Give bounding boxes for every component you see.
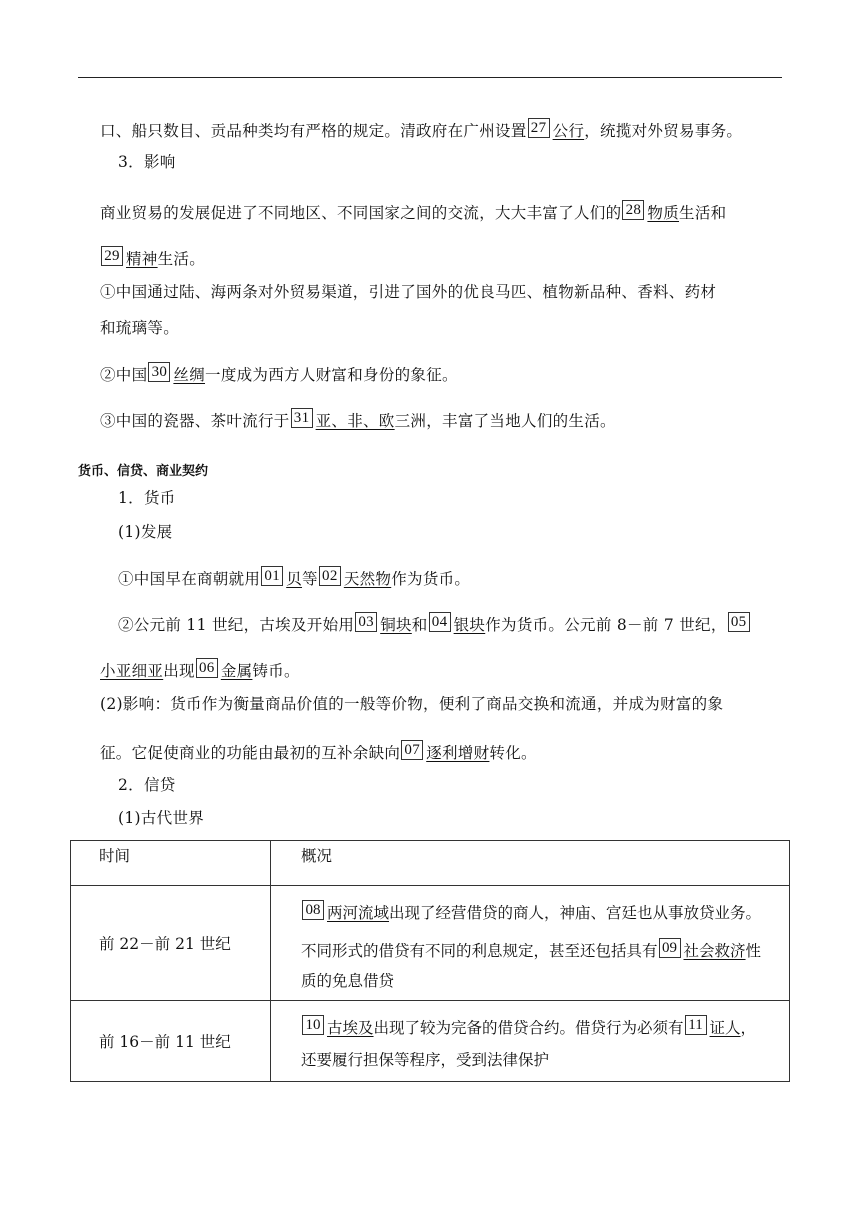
text: 作为货币。: [391, 570, 471, 588]
blank-number-box: 01: [261, 566, 283, 586]
list-item: [118, 566, 470, 589]
answer-text: 物质: [647, 204, 680, 222]
blank-number-box: 27: [528, 118, 550, 138]
table-header-row: [71, 841, 790, 886]
cell-line: [301, 894, 781, 932]
table-row: [71, 1001, 790, 1082]
blank-number-box: 03: [355, 612, 377, 632]
table-header: 时间: [71, 841, 271, 886]
list-item: [100, 408, 616, 431]
answer-text: 逐利增财: [426, 744, 490, 762]
answer-text: 证人: [709, 1019, 741, 1037]
cell-line: 质的免息借贷: [301, 972, 395, 990]
text: 等: [302, 570, 318, 588]
answer-text: 银块: [453, 616, 486, 634]
table-cell-time: 前 22－前 21 世纪: [71, 886, 271, 1001]
text: 三洲，丰富了当地人们的生活。: [394, 412, 616, 430]
text: ，: [740, 1019, 757, 1037]
blank-number-box: 30: [148, 362, 170, 382]
paragraph-line: [100, 200, 726, 223]
answer-text: 公行: [552, 122, 585, 140]
text: ①中国早在商朝就用: [118, 570, 261, 588]
text: 出现了较为完备的借贷合约。借贷行为必须有: [373, 1019, 684, 1037]
blank-number-box: 10: [302, 1015, 324, 1035]
cell-line: [301, 1009, 781, 1047]
table-cell-overview: [271, 1001, 790, 1082]
blank-number-box: 29: [101, 246, 123, 266]
header-rule: [78, 77, 782, 78]
text: 转化。: [489, 744, 537, 762]
cell-line: 还要履行担保等程序，受到法律保护: [301, 1051, 550, 1069]
text: 生活。: [157, 250, 206, 268]
answer-text: 古埃及: [327, 1019, 374, 1037]
text: 生活和: [679, 204, 727, 222]
cell-line: [271, 932, 781, 970]
paragraph-line: [100, 246, 205, 269]
blank-number-box: 07: [401, 740, 423, 760]
section-title: 货币、信贷、商业契约: [78, 464, 209, 479]
paragraph-line: [100, 740, 537, 763]
answer-text: 亚、非、欧: [315, 412, 395, 430]
paragraph-line: (2)影响：货币作为衡量商品价值的一般等价物，便利了商品交换和流通，并成为财富的象: [100, 695, 724, 713]
subheading-credit: 2．信贷: [118, 776, 176, 794]
blank-number-box: 11: [685, 1015, 707, 1035]
text: 征。它促使商业的功能由最初的互补余缺向: [100, 744, 401, 762]
blank-number-box: 09: [659, 938, 681, 958]
answer-text: 天然物: [343, 570, 392, 588]
text: 不同形式的借贷有不同的利息规定，甚至还包括具有: [301, 942, 658, 960]
list-item: [118, 612, 753, 635]
text: ②公元前 11 世纪，古埃及开始用: [118, 616, 355, 634]
text: 口、船只数目、贡品种类均有严格的规定。清政府在广州设置: [100, 122, 527, 140]
text: 和: [411, 616, 428, 634]
list-item: ①中国通过陆、海两条对外贸易渠道，引进了国外的优良马匹、植物新品种、香料、药材: [100, 283, 717, 301]
answer-text: 金属: [220, 662, 253, 680]
text: 出现了经营借贷的商人，神庙、宫廷也从事放贷业务。: [389, 904, 762, 922]
list-item: [100, 362, 458, 385]
subheading-money: 1．货币: [118, 489, 176, 507]
text: 性: [745, 942, 762, 960]
list-item-continued: [100, 658, 300, 681]
answer-text: 精神: [126, 250, 158, 268]
table-header: 概况: [271, 841, 790, 886]
answer-text: 两河流域: [327, 904, 390, 922]
text: ，统揽对外贸易事务。: [584, 122, 743, 140]
table-row: [71, 886, 790, 1001]
answer-text: 铜块: [380, 616, 412, 634]
text: 作为货币。公元前 8－前 7 世纪，: [485, 616, 727, 634]
answer-text: 社会救济: [683, 942, 746, 960]
text: 一度成为西方人财富和身份的象征。: [205, 366, 458, 384]
table-cell-overview: [271, 886, 790, 1001]
blank-number-box: 05: [728, 612, 750, 632]
blank-number-box: 08: [302, 900, 324, 920]
paragraph-line: [100, 118, 742, 141]
blank-number-box: 28: [622, 200, 644, 220]
subheading-impact: 3．影响: [118, 153, 176, 171]
text: 商业贸易的发展促进了不同地区、不同国家之间的交流，大大丰富了人们的: [100, 204, 622, 222]
text: ③中国的瓷器、茶叶流行于: [100, 412, 290, 430]
subheading-ancient-world: (1)古代世界: [118, 809, 205, 827]
blank-number-box: 31: [291, 408, 313, 428]
text: 铸币。: [252, 662, 300, 680]
subheading-development: (1)发展: [118, 523, 173, 541]
answer-text: 丝绸: [173, 366, 206, 384]
answer-text: 小亚细亚: [100, 662, 164, 680]
list-item-continued: 和琉璃等。: [100, 319, 180, 337]
blank-number-box: 02: [319, 566, 341, 586]
blank-number-box: 06: [196, 658, 218, 678]
table-cell-time: 前 16－前 11 世纪: [71, 1001, 271, 1082]
blank-number-box: 04: [429, 612, 451, 632]
answer-text: 贝: [286, 570, 303, 588]
credit-table: [70, 840, 790, 1082]
text: ②中国: [100, 366, 148, 384]
text: 出现: [163, 662, 195, 680]
